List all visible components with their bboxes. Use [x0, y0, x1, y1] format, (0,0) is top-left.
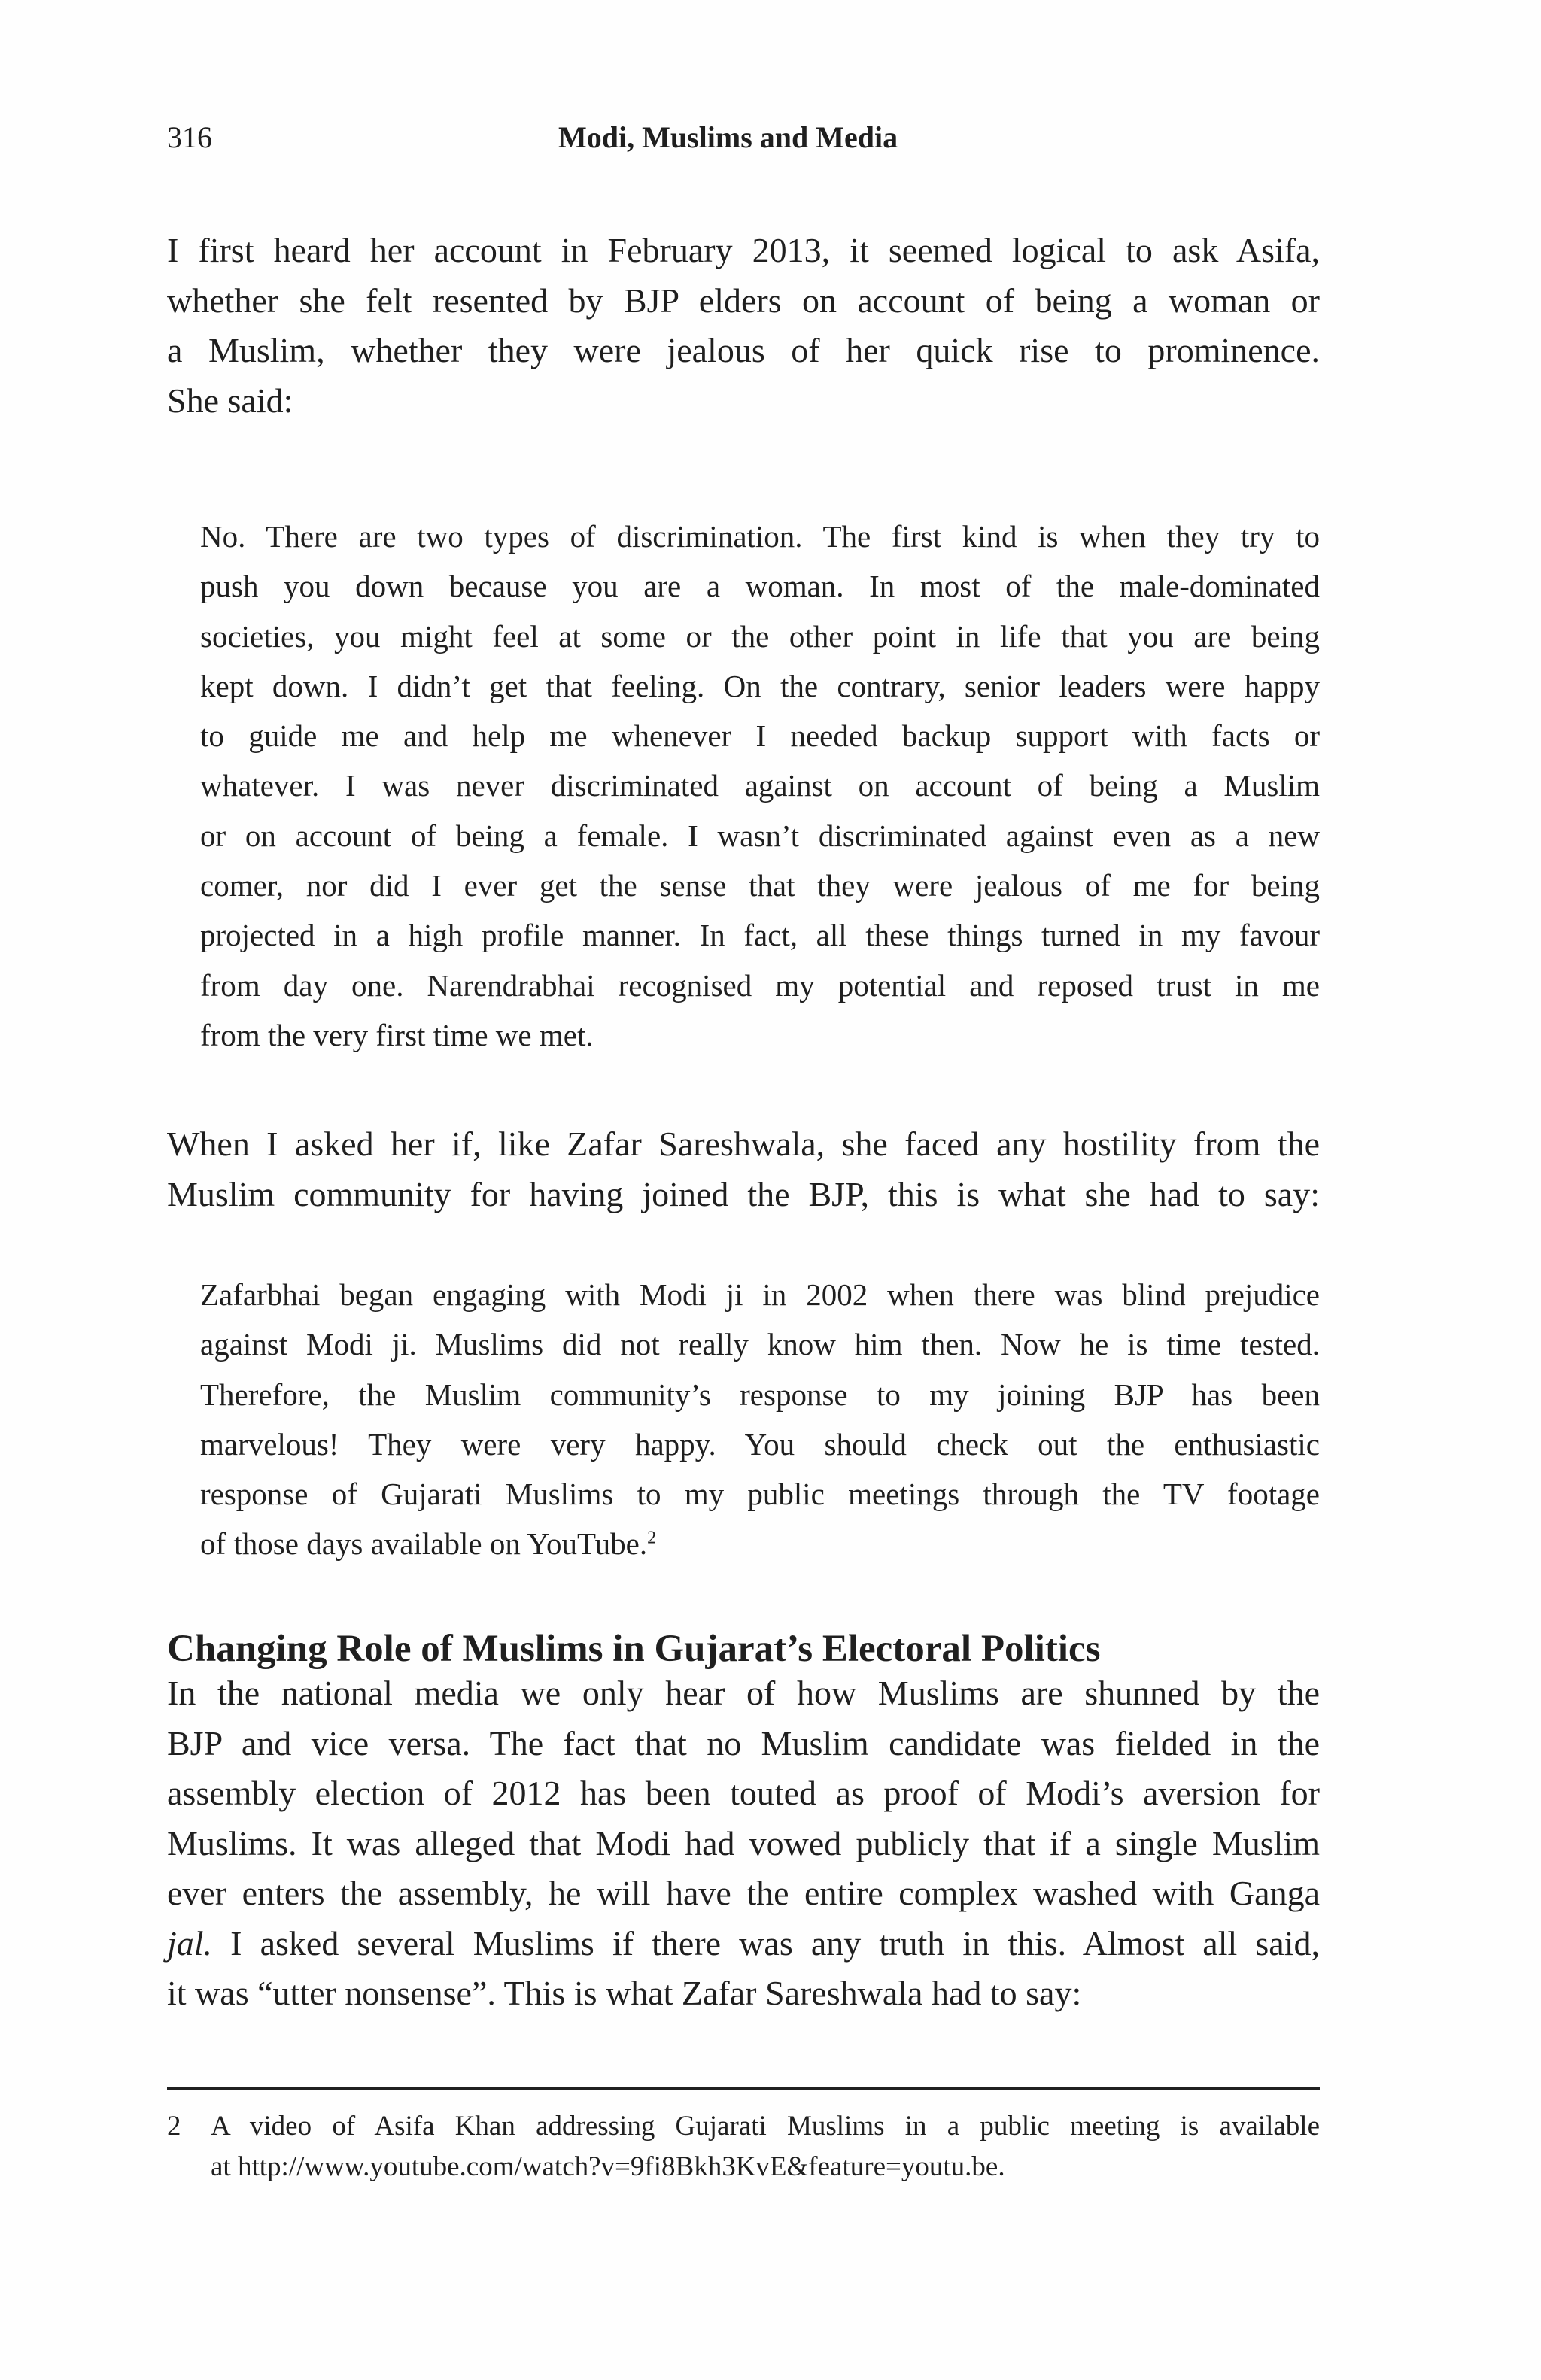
text-line: from day one. Narendrabhai recognised my potential and reposed trust in me [200, 967, 1320, 1003]
text-line: She said: [167, 381, 293, 420]
text-line: it was “utter nonsense”. This is what Zafar Sareshwala had to say: [167, 1974, 1082, 2012]
text-line: comer, nor did I ever get the sense that they were jealous of me for being [200, 868, 1320, 903]
footnote-line: A video of Asifa Khan addressing Gujarati Muslims in a public meeting is available [211, 2111, 1320, 2142]
text-line: or on account of being a female. I wasn’t discriminated against even as a new [200, 818, 1320, 853]
text-line: Therefore, the Muslim community’s response to my joining BJP has been [200, 1377, 1320, 1412]
running-title: Modi, Muslims and Media [558, 120, 898, 154]
text-line: assembly election of 2012 has been touted as proof of Modi’s aversion for [167, 1774, 1320, 1812]
text-line: ever enters the assembly, he will have the entire complex washed with Ganga [167, 1874, 1320, 1912]
footnote-text [211, 2106, 1320, 2187]
text-line: kept down. I didn’t get that feeling. On the contrary, senior leaders were happy [200, 668, 1320, 703]
text-line: BJP and vice versa. The fact that no Muslim candidate was fielded in the [167, 1723, 1320, 1762]
page-number: 316 [167, 120, 212, 154]
running-header [167, 119, 1320, 156]
block-quote-community-response [200, 1270, 1320, 1569]
text-line: to guide me and help me whenever I needed backup support with facts or [200, 718, 1320, 754]
section-heading: Changing Role of Muslims in Gujarat’s Electoral Politics [167, 1628, 1101, 1670]
text-line: I first heard her account in February 2013, it seemed logical to ask Asifa, [167, 231, 1320, 269]
footnote-reference[interactable]: 2 [647, 1528, 657, 1548]
text-line: against Modi ji. Muslims did not really know him then. Now he is time tested. [200, 1327, 1320, 1362]
text-line: In the national media we only hear of how Muslims are shunned by the [167, 1674, 1320, 1712]
text-line-content: of those days available on YouTube. [200, 1526, 648, 1562]
text-line: whether she felt resented by BJP elders on account of being a woman or [167, 281, 1320, 320]
text-line: societies, you might feel at some or the other point in life that you are being [200, 618, 1320, 654]
footnote-url-line[interactable]: at http://www.youtube.com/watch?v=9fi8Bkh3KvE&feature=youtu.be. [211, 2151, 1005, 2182]
text-line: projected in a high profile manner. In fact, all these things turned in my favour [200, 918, 1320, 953]
text-line [200, 1519, 1320, 1568]
text-line: whatever. I was never discriminated against on account of being a Muslim [200, 768, 1320, 803]
text-line: No. There are two types of discrimination. The first kind is when they try to [200, 519, 1320, 554]
footnote-number: 2 [167, 2111, 181, 2142]
text-line-content: I asked several Muslims if there was any truth in this. Almost all said, [230, 1923, 1320, 1963]
text-line: When I asked her if, like Zafar Sareshwala, she faced any hostility from the [167, 1125, 1320, 1163]
text-line: push you down because you are a woman. In most of the male-dominated [200, 569, 1320, 604]
text-line: marvelous! They were very happy. You should check out the enthusiastic [200, 1426, 1320, 1462]
text-line [167, 1919, 1320, 1969]
intro-paragraph [167, 226, 1320, 426]
text-line: from the very first time we met. [200, 1017, 594, 1052]
text-line: a Muslim, whether they were jealous of her quick rise to prominence. [167, 331, 1320, 369]
text-line: Muslim community for having joined the BJP, this is what she had to say: [167, 1174, 1320, 1213]
section-paragraph [167, 1668, 1320, 2019]
footnote-divider [167, 2087, 1320, 2090]
block-quote-asifa-discrimination [200, 512, 1320, 1060]
italic-term: jal. [167, 1923, 213, 1963]
question-paragraph [167, 1119, 1320, 1219]
text-line: Muslims. It was alleged that Modi had vowed publicly that if a single Muslim [167, 1823, 1320, 1862]
text-line: Zafarbhai began engaging with Modi ji in 2002 when there was blind prejudice [200, 1277, 1320, 1312]
text-line: response of Gujarati Muslims to my public meetings through the TV footage [200, 1477, 1320, 1512]
